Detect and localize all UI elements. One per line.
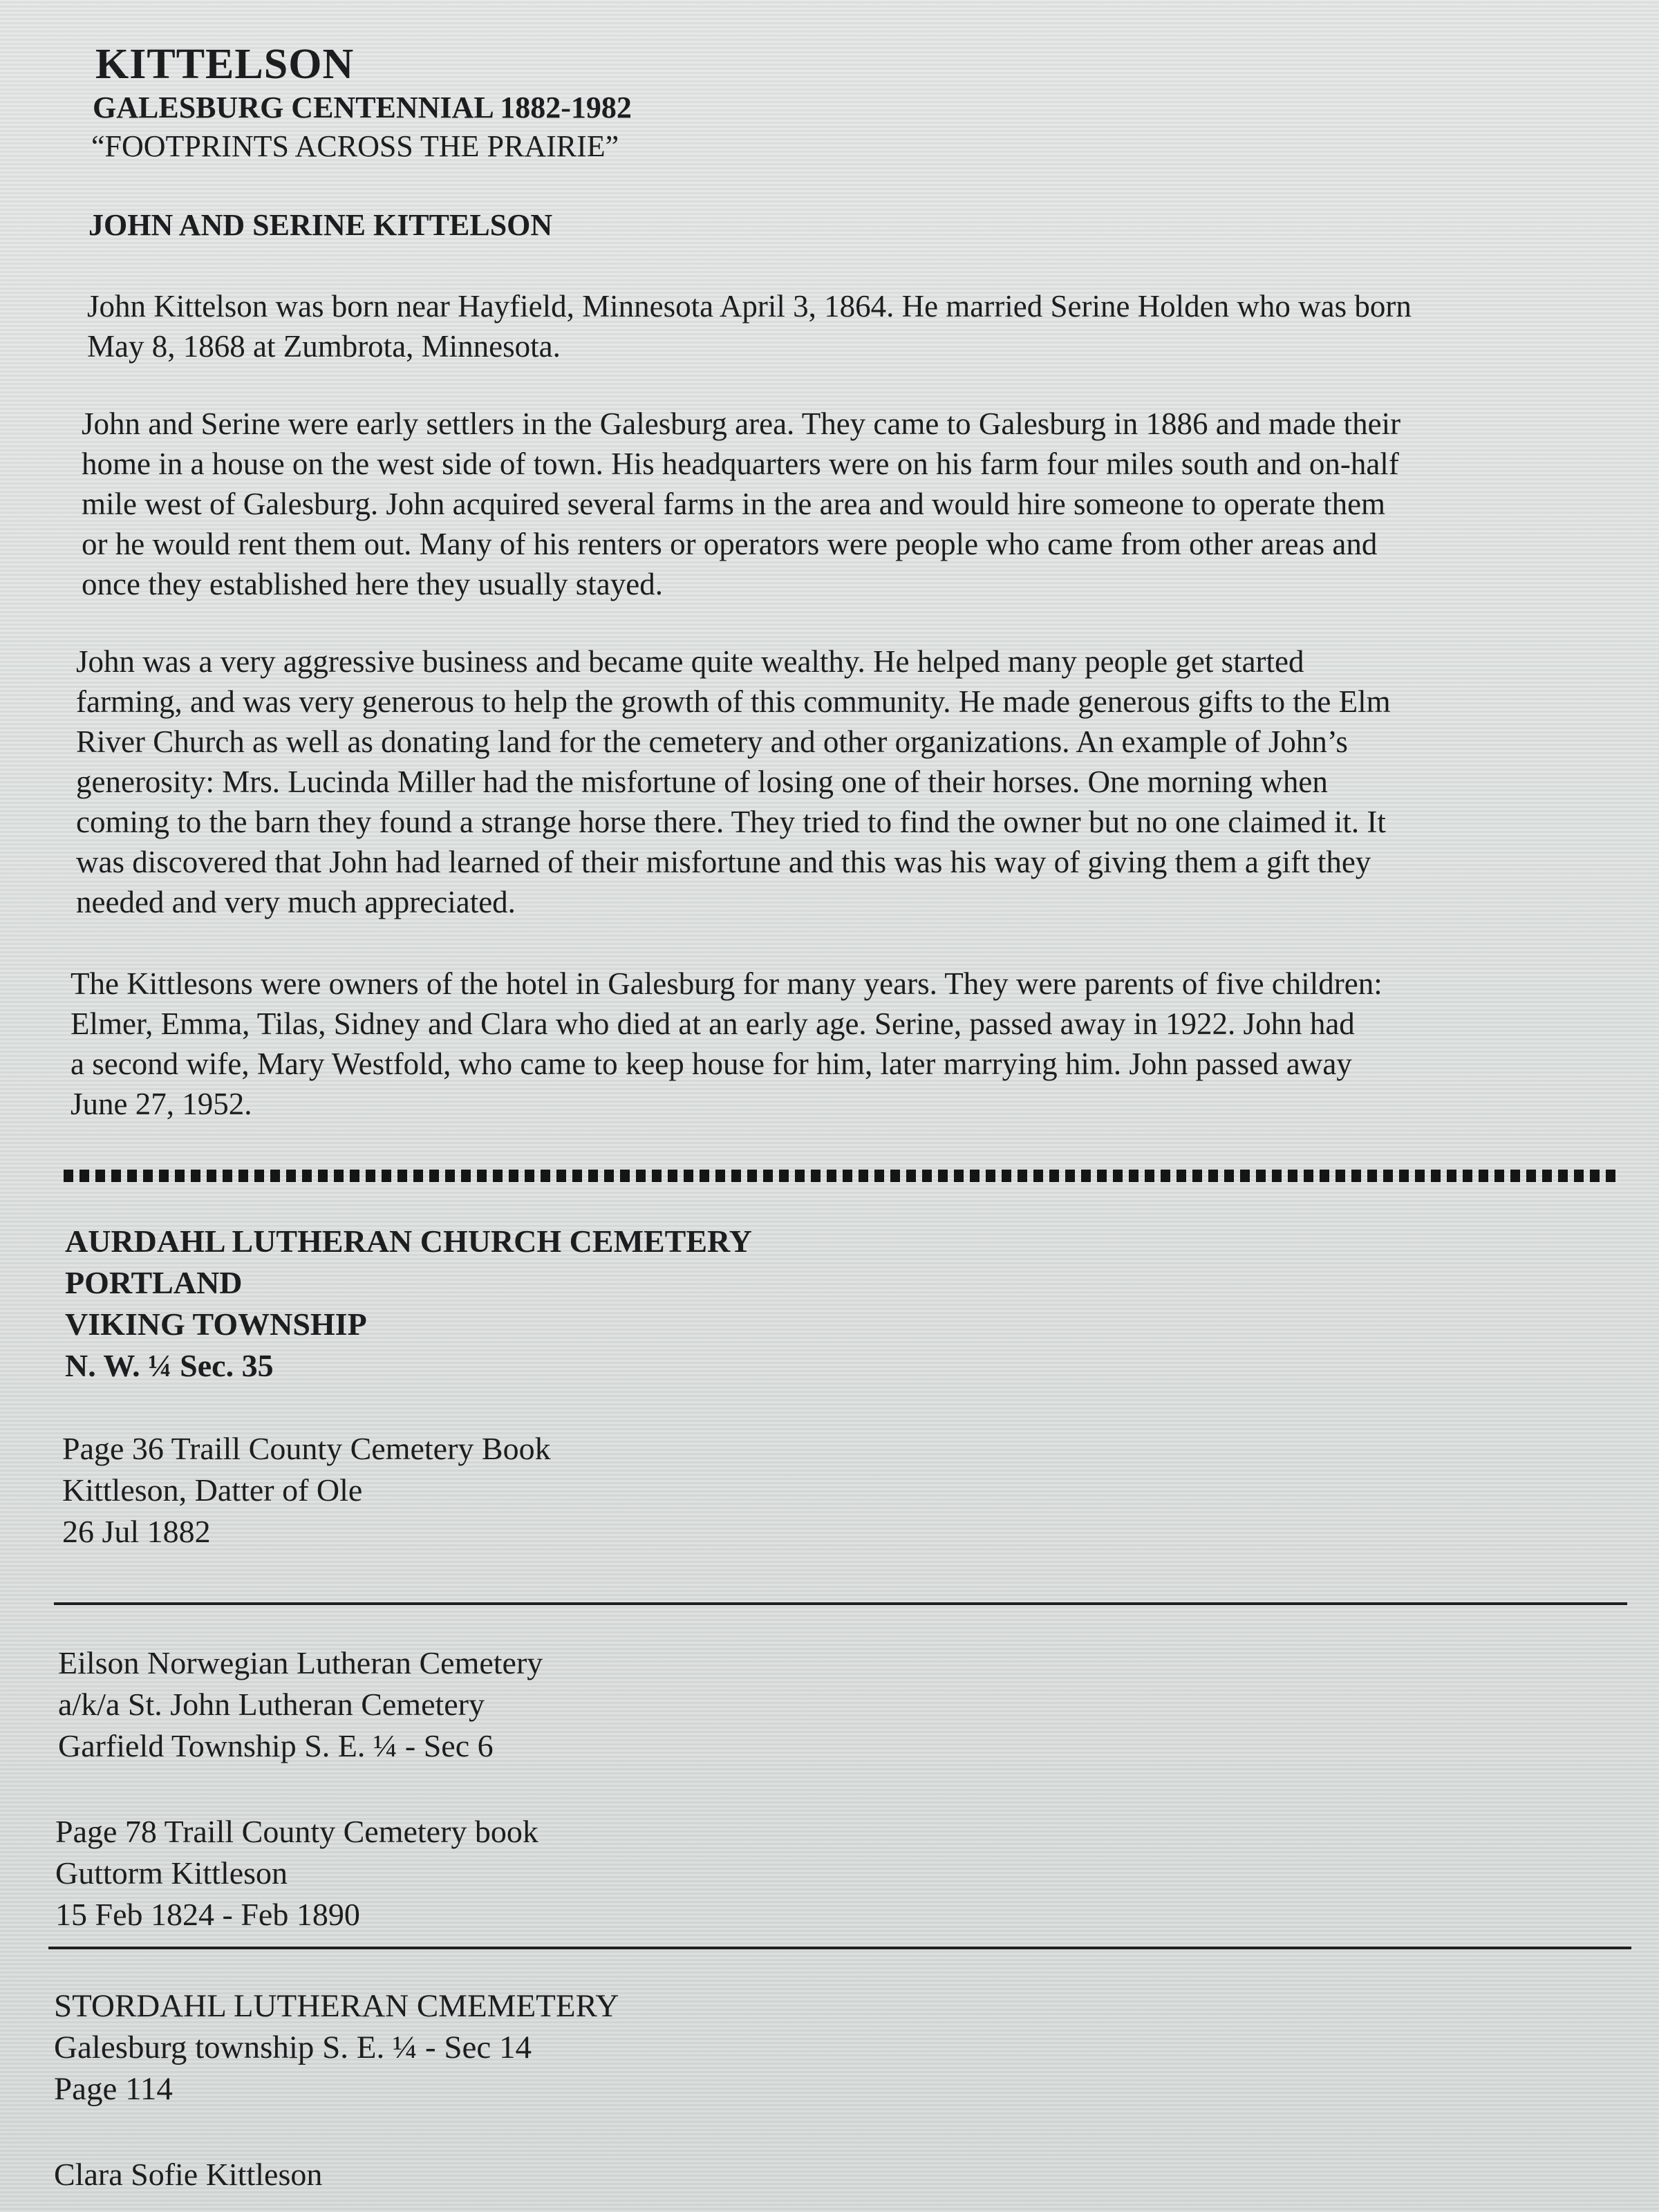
heading-line: STORDAHL LUTHERAN CMEMETERY: [54, 1988, 619, 2024]
paragraph-line: mile west of Galesburg. John acquired several farms in the area and would hire someone to operate them: [82, 487, 1386, 521]
paragraph-line: farming, and was very generous to help the growth of this community. He made generous gifts to the Elm: [76, 684, 1391, 719]
paragraph-generosity: [76, 641, 1631, 922]
record-line: Page 78 Traill County Cemetery book: [55, 1814, 538, 1849]
paragraph-line: was discovered that John had learned of their misfortune and this was his way of giving them a gift they: [76, 845, 1371, 879]
paragraph-line: The Kittlesons were owners of the hotel in Galesburg for many years. They were parents of five children:: [71, 966, 1382, 1001]
paragraph-line: John was a very aggressive business and became quite wealthy. He helped many people get started: [76, 644, 1304, 679]
paragraph-line: River Church as well as donating land for the cemetery and other organizations. An example of John’s: [76, 724, 1348, 759]
paragraph-line: John Kittelson was born near Hayfield, Minnesota April 3, 1864. He married Serine Holden who was born: [87, 289, 1412, 324]
paragraph-line: or he would rent them out. Many of his renters or operators were people who came from other areas and: [82, 527, 1378, 561]
record-line: Page 36 Traill County Cemetery Book: [62, 1431, 551, 1466]
paragraph-line: generosity: Mrs. Lucinda Miller had the misfortune of losing one of their horses. One morning when: [76, 765, 1328, 799]
document-subtitle: GALESBURG CENTENNIAL 1882-1982: [93, 91, 632, 124]
eilson-burial-record: [55, 1811, 538, 1936]
paragraph-birth: [87, 286, 1642, 366]
heading-line: VIKING TOWNSHIP: [65, 1306, 367, 1342]
section-divider: [48, 1947, 1631, 1949]
section-divider: [54, 1602, 1627, 1605]
heading-line: N. W. ¼ Sec. 35: [65, 1348, 274, 1383]
document-title: KITTELSON: [95, 41, 355, 88]
heading-line: Galesburg township S. E. ¼ - Sec 14: [54, 2030, 532, 2065]
record-line: Guttorm Kittleson: [55, 1855, 288, 1891]
paragraph-family: [71, 964, 1626, 1124]
dotted-divider: [64, 1170, 1618, 1182]
aurdahl-cemetery-heading: [65, 1221, 752, 1387]
record-line: 26 Jul 1882: [62, 1514, 211, 1549]
paragraph-line: June 27, 1952.: [71, 1087, 252, 1121]
paragraph-line: needed and very much appreciated.: [76, 885, 516, 919]
heading-line: Garfield Township S. E. ¼ - Sec 6: [58, 1728, 494, 1763]
heading-line: Eilson Norwegian Lutheran Cemetery: [58, 1645, 543, 1680]
paragraph-line: Elmer, Emma, Tilas, Sidney and Clara who died at an early age. Serine, passed away in 1922. John had: [71, 1006, 1355, 1041]
document-tagline: “FOOTPRINTS ACROSS THE PRAIRIE”: [91, 129, 619, 163]
paragraph-line: once they established here they usually stayed.: [82, 567, 663, 601]
paragraph-line: a second wife, Mary Westfold, who came to keep house for him, later marrying him. John passed away: [71, 1047, 1352, 1081]
eilson-cemetery-heading: [58, 1642, 543, 1767]
heading-line: a/k/a St. John Lutheran Cemetery: [58, 1687, 485, 1722]
paragraph-line: coming to the barn they found a strange horse there. They tried to find the owner but no one claimed it. It: [76, 805, 1386, 839]
paragraph-line: John and Serine were early settlers in the Galesburg area. They came to Galesburg in 1886 and made their: [82, 406, 1401, 441]
aurdahl-burial-record: [62, 1428, 551, 1553]
record-line: Clara Sofie Kittleson: [54, 2157, 323, 2192]
stordahl-cemetery-heading: [54, 1985, 619, 2110]
heading-line: AURDAHL LUTHERAN CHURCH CEMETERY: [65, 1224, 752, 1259]
stordahl-burial-record: [54, 2154, 322, 2195]
record-line: Kittleson, Datter of Ole: [62, 1472, 363, 1508]
heading-line: Page 114: [54, 2071, 173, 2107]
article-heading: JOHN AND SERINE KITTELSON: [88, 208, 553, 242]
paragraph-settlers: [82, 404, 1637, 604]
paragraph-line: May 8, 1868 at Zumbrota, Minnesota.: [87, 329, 561, 364]
paragraph-line: home in a house on the west side of town. His headquarters were on his farm four miles south and on-half: [82, 447, 1399, 481]
heading-line: PORTLAND: [65, 1265, 243, 1300]
record-line: 15 Feb 1824 - Feb 1890: [55, 1897, 360, 1932]
